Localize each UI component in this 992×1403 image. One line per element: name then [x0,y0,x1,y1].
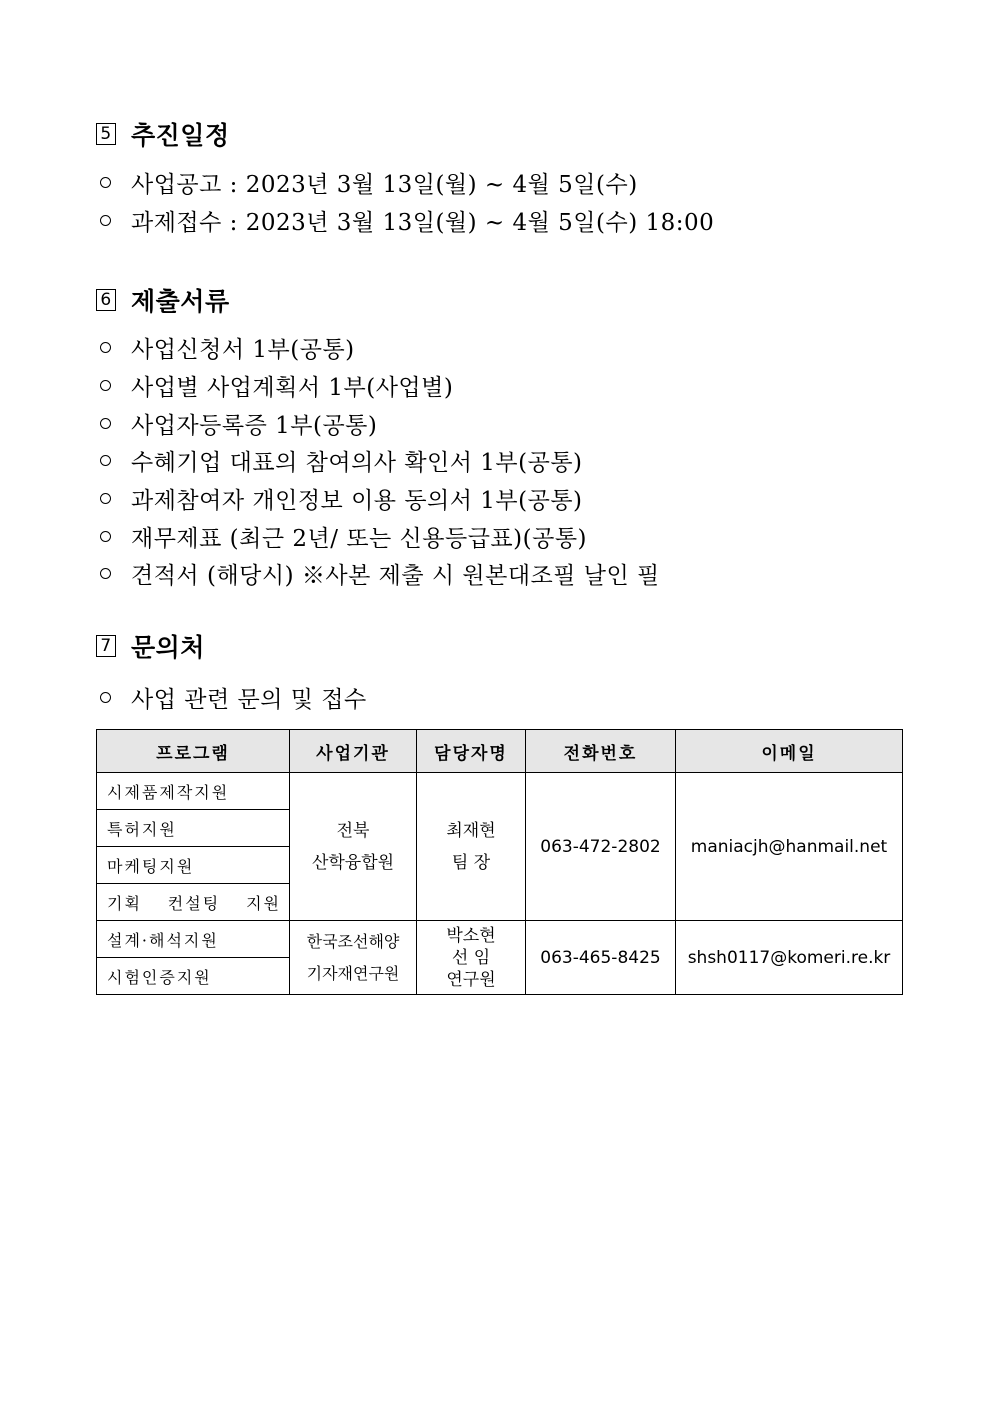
program-cell: 마케팅지원 [97,847,290,884]
program-cell: 시제품제작지원 [97,773,290,810]
organization-cell: 전북 산학융합원 [290,773,417,921]
header-phone: 전화번호 [526,730,676,773]
section-title: 제출서류 [131,287,230,316]
program-cell: 특허지원 [97,810,290,847]
circle-bullet-icon [100,380,111,391]
contact-person-cell: 최재현 팀 장 [417,773,526,921]
list-item: 사업공고 : 2023년 3월 13일(월) ~ 4월 5일(수) [100,164,714,202]
list-item: 사업별 사업계획서 1부(사업별) [100,367,660,405]
contact-person-cell: 박소현 선 임 연구원 [417,921,526,995]
circle-bullet-icon [100,568,111,579]
header-program: 프로그램 [97,730,290,773]
table-row [97,773,903,810]
email-cell: maniacjh@hanmail.net [676,773,903,921]
list-item: 재무제표 (최근 2년/ 또는 신용등급표)(공통) [100,517,660,555]
circle-bullet-icon [100,493,111,504]
email-cell: shsh0117@komeri.re.kr [676,921,903,995]
circle-bullet-icon [100,692,111,703]
section-heading-contact [96,628,205,664]
table-row [97,921,903,958]
documents-list [100,329,660,593]
table-header-row [97,730,903,773]
section-number: 7 [96,635,116,657]
section-number: 6 [96,289,116,311]
phone-cell: 063-465-8425 [526,921,676,995]
section-title: 문의처 [131,633,205,662]
section-number: 5 [96,123,116,145]
list-item: 사업신청서 1부(공통) [100,329,660,367]
organization-cell: 한국조선해양 기자재연구원 [290,921,417,995]
circle-bullet-icon [100,455,111,466]
circle-bullet-icon [100,342,111,353]
header-contact-person: 담당자명 [417,730,526,773]
list-item: 사업 관련 문의 및 접수 [100,679,367,717]
circle-bullet-icon [100,177,111,188]
section-heading-documents [96,282,230,318]
section-title: 추진일정 [131,121,230,150]
circle-bullet-icon [100,418,111,429]
contact-table [96,729,903,995]
inquiry-list [100,679,367,717]
list-item: 과제참여자 개인정보 이용 동의서 1부(공통) [100,480,660,518]
program-cell: 기획 컨설팅 지원 [97,884,290,921]
program-cell: 시험인증지원 [97,958,290,995]
list-item: 사업자등록증 1부(공통) [100,404,660,442]
circle-bullet-icon [100,215,111,226]
circle-bullet-icon [100,531,111,542]
list-item: 견적서 (해당시) ※사본 제출 시 원본대조필 날인 필 [100,555,660,593]
header-organization: 사업기관 [290,730,417,773]
list-item: 수혜기업 대표의 참여의사 확인서 1부(공통) [100,442,660,480]
section-heading-schedule [96,116,230,152]
list-item: 과제접수 : 2023년 3월 13일(월) ~ 4월 5일(수) 18:00 [100,202,714,240]
program-cell: 설계·해석지원 [97,921,290,958]
schedule-list [100,164,714,239]
header-email: 이메일 [676,730,903,773]
phone-cell: 063-472-2802 [526,773,676,921]
